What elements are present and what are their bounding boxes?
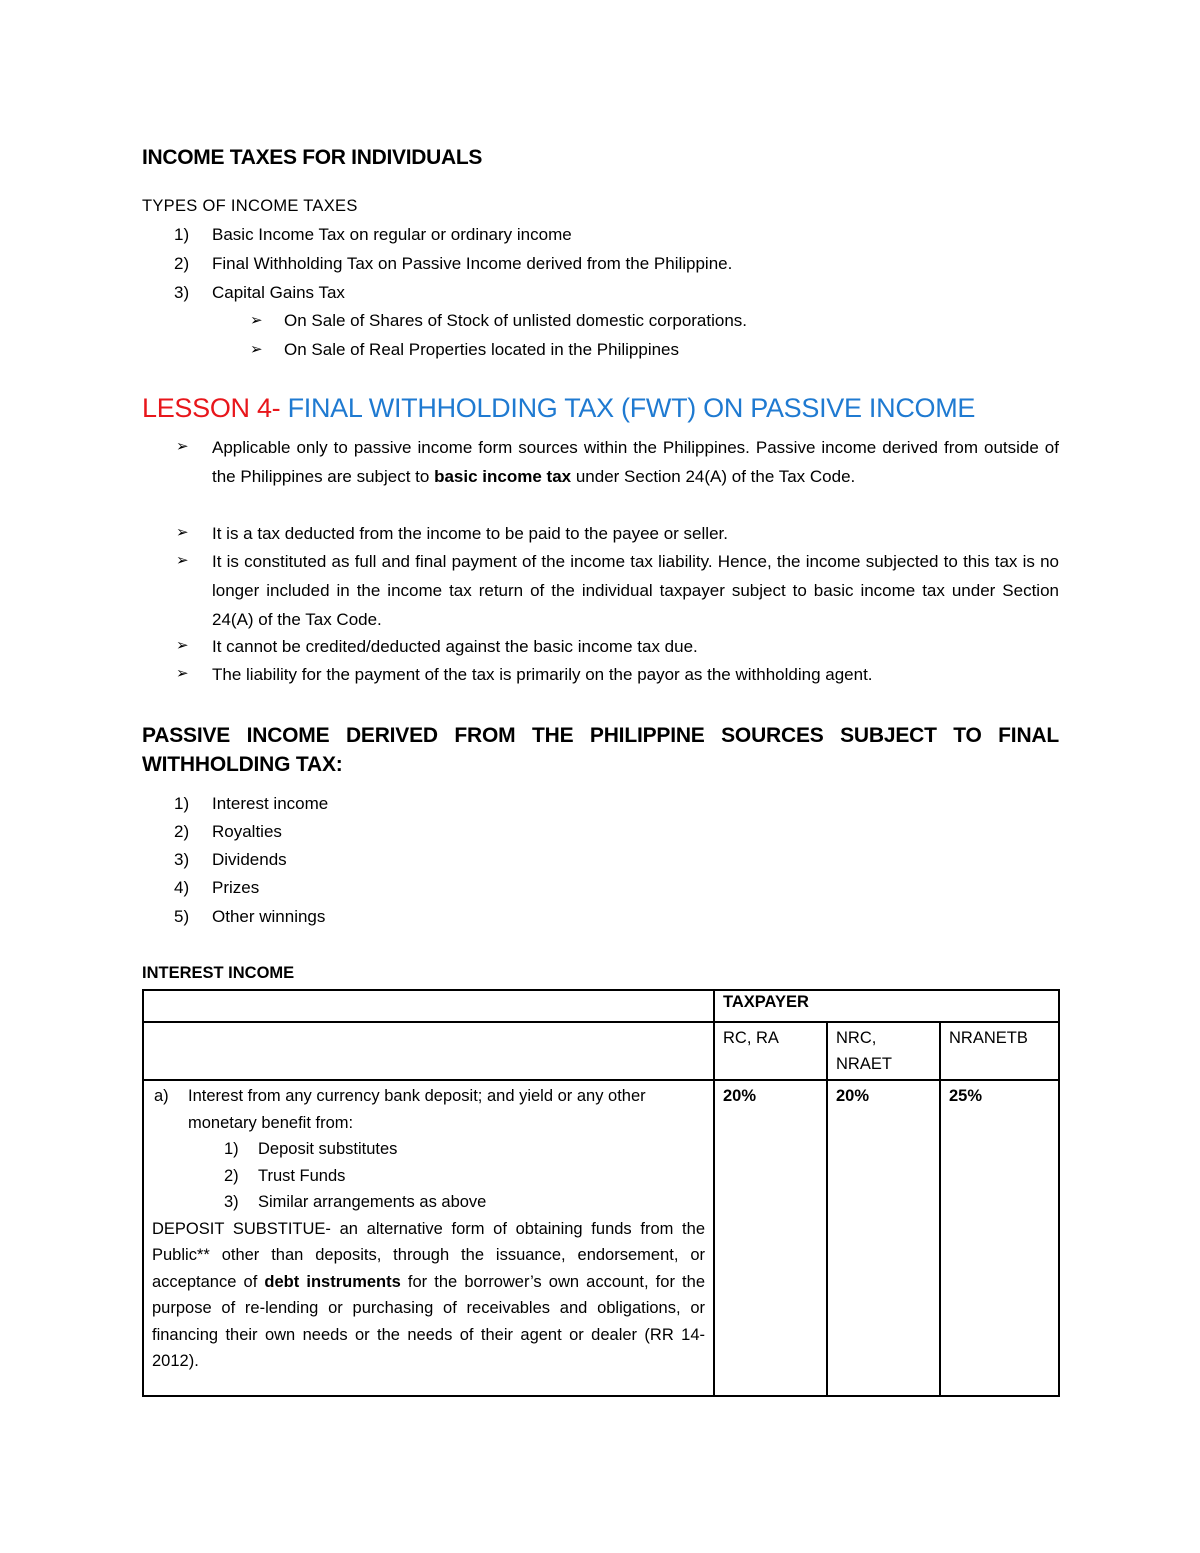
interest-income-table <box>142 989 1060 1397</box>
table-row <box>143 990 1059 1022</box>
column-header-line: NRAET <box>836 1055 892 1073</box>
list-item: Final Withholding Tax on Passive Income derived from the Philippine. <box>212 254 733 273</box>
sub-item-number: 1) <box>224 1140 239 1158</box>
row-text: Interest from any currency bank deposit; and yield or any other monetary benefit from: <box>188 1087 646 1132</box>
definition-bold-text: debt instruments <box>264 1272 401 1291</box>
list-number: 2) <box>174 254 190 273</box>
arrow-bullet-icon: ➢ <box>176 552 189 569</box>
column-header-nrc-nraet <box>827 1022 940 1080</box>
arrow-bullet-icon: ➢ <box>176 665 189 682</box>
lesson-heading <box>142 393 975 424</box>
lesson-bullet: It is constituted as full and final payment of the income tax liability. Hence, the income subjected to this tax is no longer included in the income tax return of the individual taxpayer subject to basic income tax under Section 24(A) of the Tax Code. <box>212 552 1059 629</box>
sub-item-text: Trust Funds <box>258 1166 346 1185</box>
sub-item <box>152 1189 705 1216</box>
interest-description-cell <box>143 1080 714 1396</box>
page-title: INCOME TAXES FOR INDIVIDUALS <box>142 146 483 169</box>
row-letter: a) <box>154 1087 169 1105</box>
table-row <box>143 1022 1059 1080</box>
table-cell <box>143 1022 714 1080</box>
column-header-line: NRC, <box>836 1029 877 1047</box>
list-item: On Sale of Real Properties located in the Philippines <box>284 340 680 359</box>
definition-text: DEPOSIT SUBSTITUE- an alternative form of obtaining funds from the Public** other than deposits, through the issuance, endorsement, or acceptance of <box>152 1219 705 1291</box>
arrow-bullet-icon: ➢ <box>176 524 189 541</box>
arrow-bullet-icon: ➢ <box>250 312 263 329</box>
column-header-nranetb: NRANETB <box>940 1022 1059 1080</box>
rate-nrc-nraet: 20% <box>827 1080 940 1396</box>
list-number: 1) <box>174 225 190 244</box>
list-item: Other winnings <box>212 907 326 926</box>
list-number: 2) <box>174 822 190 841</box>
interest-income-heading: INTEREST INCOME <box>142 964 295 982</box>
lesson-bullet: It is a tax deducted from the income to be paid to the payee or seller. <box>212 524 728 543</box>
list-item: On Sale of Shares of Stock of unlisted domestic corporations. <box>284 311 748 330</box>
lesson-bullet: The liability for the payment of the tax is primarily on the payor as the withholding agent. <box>212 665 873 684</box>
rate-nranetb: 25% <box>940 1080 1059 1396</box>
list-item: Interest income <box>212 794 329 813</box>
table-cell <box>143 990 714 1022</box>
sub-item <box>152 1136 705 1163</box>
sub-item-text: Similar arrangements as above <box>258 1193 487 1211</box>
bullet-text: under Section 24(A) of the Tax Code. <box>571 467 856 486</box>
list-item: Basic Income Tax on regular or ordinary income <box>212 225 572 244</box>
list-item: Royalties <box>212 822 282 841</box>
arrow-bullet-icon: ➢ <box>250 341 263 358</box>
list-number: 3) <box>174 283 190 302</box>
table-row <box>143 1080 1059 1396</box>
deposit-substitute-definition <box>152 1216 705 1375</box>
list-number: 3) <box>174 850 190 869</box>
rate-rc-ra: 20% <box>714 1080 827 1396</box>
bullet-bold-text: basic income tax <box>434 467 572 486</box>
sub-item-number: 3) <box>224 1193 239 1211</box>
sub-item-number: 2) <box>224 1166 239 1185</box>
arrow-bullet-icon: ➢ <box>176 438 189 455</box>
arrow-bullet-icon: ➢ <box>176 637 189 654</box>
taxpayer-header: TAXPAYER <box>714 990 1059 1022</box>
list-item: Capital Gains Tax <box>212 283 345 302</box>
list-number: 1) <box>174 794 190 813</box>
list-item: Dividends <box>212 850 287 869</box>
lesson-dash: - <box>271 393 281 423</box>
definition-text: for the borrower’s own account, for the purpose of re-lending or purchasing of receivables and obligations, or financing their own needs or the needs of their agent or dealer (RR 14-2012). <box>152 1272 705 1370</box>
lesson-bullet <box>212 433 1059 491</box>
lesson-title: FINAL WITHHOLDING TAX (FWT) ON PASSIVE INCOME <box>280 393 976 423</box>
list-number: 4) <box>174 878 190 897</box>
row-item <box>152 1083 705 1136</box>
column-header-rc-ra: RC, RA <box>714 1022 827 1080</box>
lesson-bullet: It cannot be credited/deducted against the basic income tax due. <box>212 637 698 656</box>
passive-income-heading: PASSIVE INCOME DERIVED FROM THE PHILIPPINE SOURCES SUBJECT TO FINAL WITHHOLDING TAX: <box>142 724 1059 776</box>
types-heading: TYPES OF INCOME TAXES <box>142 197 358 215</box>
sub-item-text: Deposit substitutes <box>258 1140 398 1158</box>
lesson-label: LESSON 4 <box>142 393 272 423</box>
bullet-text: Applicable only to passive income form sources within the Philippines. Passive income derived from outside of the Philippines are subject to <box>212 438 1059 486</box>
list-item: Prizes <box>212 878 260 897</box>
sub-item <box>152 1163 705 1190</box>
list-number: 5) <box>174 907 190 926</box>
